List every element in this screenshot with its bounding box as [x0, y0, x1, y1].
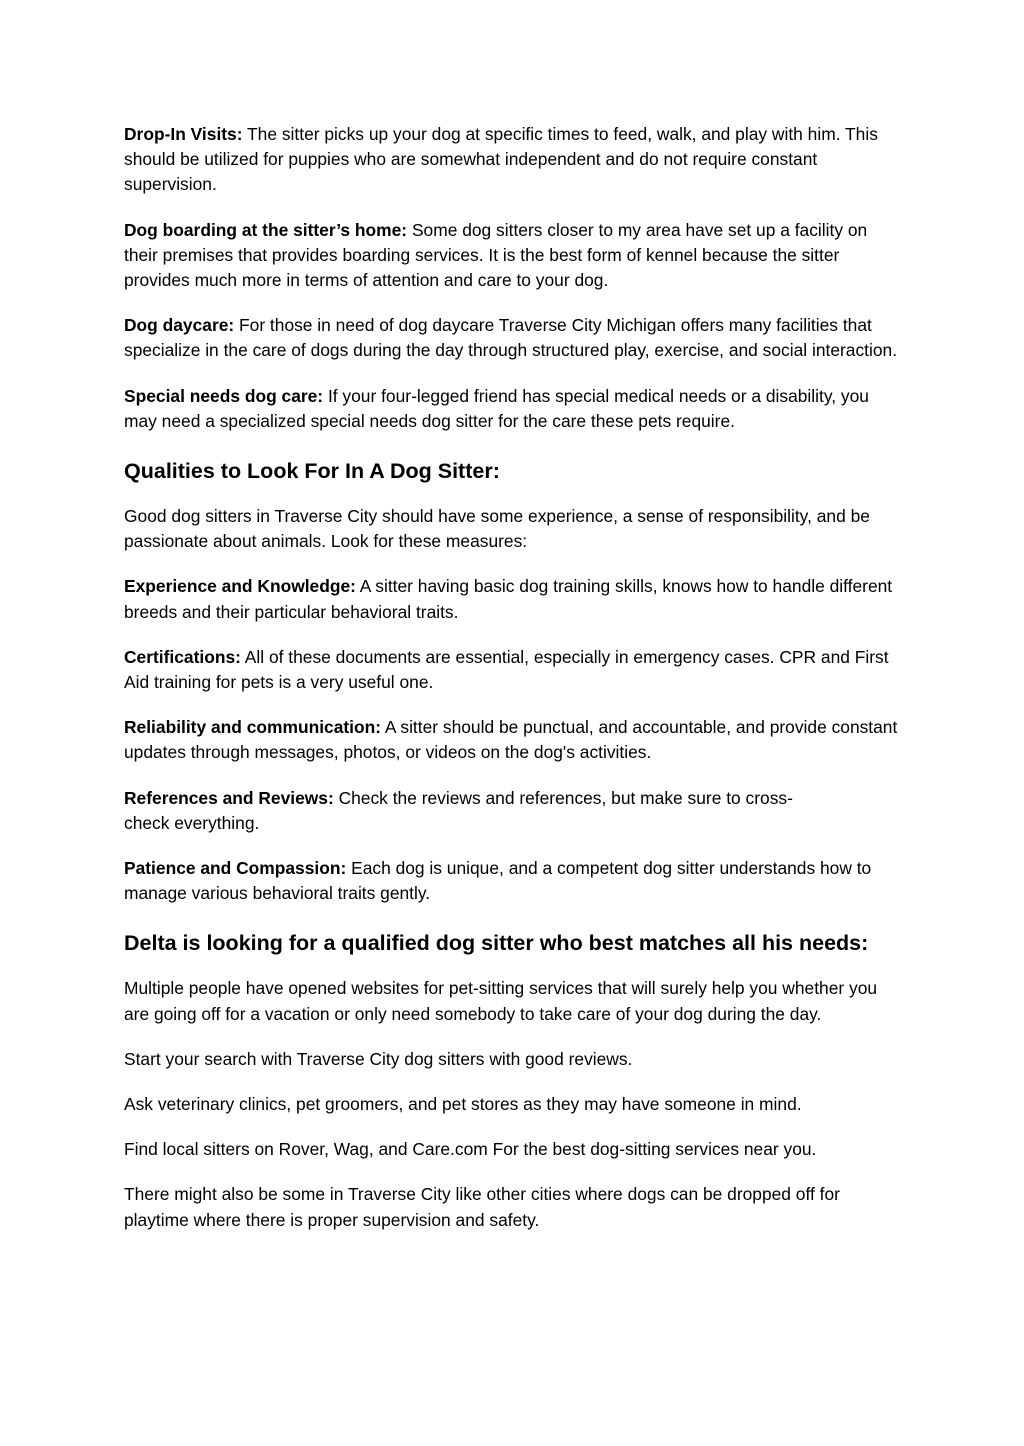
qualities-intro: Good dog sitters in Traverse City should have some experience, a sense of responsibility, and be passionate about animals. Look for these measures: [124, 506, 870, 552]
quality-term: Patience and Compassion: [124, 858, 347, 879]
service-text: Some dog sitters closer to my area have set up a facility on their premises that provides boarding services. It is the best form of kennel because the sitter provides much more in terms of attention and care to your dog. [124, 219, 868, 291]
service-dog-daycare [124, 313, 904, 363]
delta-heading: Delta is looking for a qualified dog sitter who best matches all his needs: [124, 931, 869, 956]
quality-term: Experience and Knowledge: [124, 576, 356, 597]
delta-paragraph: Find local sitters on Rover, Wag, and Care.com For the best dog-sitting services near you. [124, 1139, 817, 1160]
delta-paragraph: Start your search with Traverse City dog sitters with good reviews. [124, 1048, 633, 1069]
quality-term: Certifications: [124, 646, 241, 667]
service-text: If your four-legged friend has special medical needs or a disability, you may need a specialized special needs dog sitter for the care these pets require. [124, 385, 869, 431]
quality-text: All of these documents are essential, especially in emergency cases. CPR and First Aid training for pets is a very useful one. [124, 646, 889, 693]
quality-text: A sitter having basic dog training skills, knows how to handle different breeds and their particular behavioral traits. [124, 576, 893, 622]
quality-text: A sitter should be punctual, and accountable, and provide constant updates through messages, photos, or videos on the dog's activities. [124, 717, 898, 763]
service-term: Dog boarding at the sitter’s home: [124, 219, 408, 240]
delta-paragraph: Ask veterinary clinics, pet groomers, and pet stores as they may have someone in mind. [124, 1094, 802, 1115]
service-term: Special needs dog care: [124, 385, 324, 406]
service-text: The sitter picks up your dog at specific times to feed, walk, and play with him. This should be utilized for puppies who are somewhat independent and do not require constant supervision. [124, 124, 878, 195]
service-drop-in-visits [124, 122, 904, 198]
quality-experience [124, 574, 904, 624]
delta-paragraph: There might also be some in Traverse City like other cities where dogs can be dropped off for playtime where there is proper supervision and safety. [124, 1184, 840, 1230]
delta-paragraph: Multiple people have opened websites for pet-sitting services that will surely help you whether you are going off for a vacation or only need somebody to take care of your dog during the day. [124, 978, 878, 1024]
quality-term: References and Reviews: [124, 787, 334, 808]
quality-patience [124, 856, 904, 906]
quality-reliability [124, 715, 904, 765]
document-page [124, 122, 904, 1253]
quality-text: Each dog is unique, and a competent dog sitter understands how to manage various behavioral traits gently. [124, 858, 872, 904]
service-term: Dog daycare: [124, 315, 235, 336]
service-term: Drop-In Visits: [124, 124, 243, 144]
quality-certifications [124, 645, 904, 695]
quality-term: Reliability and communication: [124, 717, 382, 738]
qualities-heading: Qualities to Look For In A Dog Sitter: [124, 459, 500, 484]
quality-text: Check the reviews and references, but make sure to cross-check everything. [124, 787, 793, 833]
quality-references [124, 786, 904, 836]
service-special-needs [124, 384, 904, 434]
service-text: For those in need of dog daycare Traverse City Michigan offers many facilities that specialize in the care of dogs during the day through structured play, exercise, and social interaction. [124, 315, 898, 361]
service-dog-boarding [124, 218, 904, 294]
